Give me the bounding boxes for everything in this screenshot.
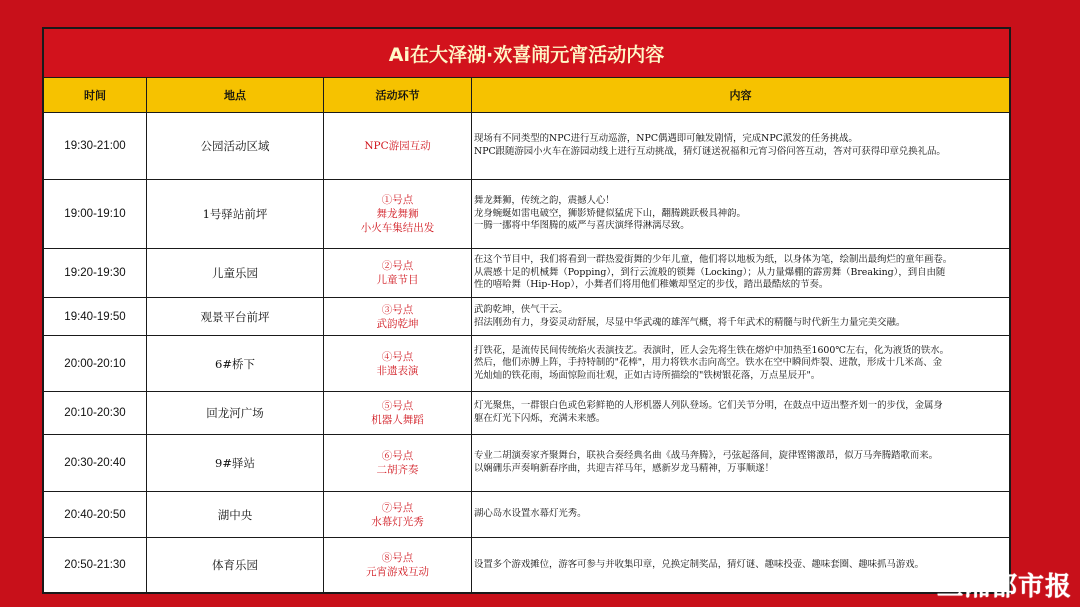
- cell-activity: [324, 113, 472, 180]
- content-line: 然后，他们赤膊上阵，手持特制的"花棒"，用力将铁水击向高空。铁水在空中瞬间炸裂、迸散，形成十几米高、金: [474, 357, 943, 369]
- cell-time: 20:10-20:30: [44, 392, 147, 435]
- cell-activity: [324, 180, 472, 249]
- activity-line: 舞龙舞狮: [376, 208, 419, 220]
- cell-place: 观景平台前坪: [147, 298, 324, 336]
- cell-place: 湖中央: [147, 492, 324, 538]
- content-line: 光灿灿的铁花雨，场面惊险而壮观，正如古诗所描绘的"铁树银花落，万点星辰开"。: [474, 369, 821, 381]
- cell-activity: [324, 392, 472, 435]
- content-line: 一腾一挪将中华图腾的威严与喜庆演绎得淋漓尽致。: [474, 220, 690, 232]
- cell-activity: [324, 298, 472, 336]
- table-row: [44, 492, 1010, 538]
- cell-place: 儿童乐园: [147, 249, 324, 298]
- table-row: [44, 113, 1010, 180]
- activity-line: ⑧号点: [381, 552, 414, 564]
- content-line: 龙身蜿蜒如雷电破空，狮影矫健似猛虎下山，翻腾跳跃极具神韵。: [474, 207, 746, 219]
- table-row: [44, 298, 1010, 336]
- content-line: 武韵乾坤，侠气干云。: [474, 303, 568, 315]
- activity-line: 武韵乾坤: [376, 317, 419, 330]
- table-row: [44, 538, 1010, 593]
- cell-activity: [324, 492, 472, 538]
- activity-line: ④号点: [381, 350, 414, 363]
- content-line: 专业二胡演奏家齐聚舞台，联袂合奏经典名曲《战马奔腾》，弓弦起落间，旋律铿锵激昂，似万马奔腾踏歌而来。: [474, 450, 939, 462]
- activity-line: 二胡齐奏: [376, 464, 419, 476]
- activity-line: 非遗表演: [376, 364, 419, 377]
- activity-line: 小火车集结出发: [360, 222, 435, 234]
- cell-activity: [324, 435, 472, 492]
- page-title: Ai在大泽湖·欢喜闹元宵活动内容: [44, 29, 1010, 78]
- cell-time: 19:00-19:10: [44, 180, 147, 249]
- cell-content: [472, 298, 1010, 336]
- header-content: 内容: [472, 78, 1010, 113]
- cell-place: 6#桥下: [147, 336, 324, 392]
- activity-line: ②号点: [381, 260, 414, 272]
- activity-line: 水幕灯光秀: [371, 515, 424, 528]
- activity-line: NPC游园互动: [364, 140, 431, 152]
- table-row: [44, 249, 1010, 298]
- cell-content: [472, 492, 1010, 538]
- content-line: 以娴硎乐声奏响新春序曲，共迎吉祥马年，感新岁龙马精神，万事顺遂！: [474, 463, 775, 474]
- cell-time: 19:40-19:50: [44, 298, 147, 336]
- cell-time: 19:30-21:00: [44, 113, 147, 180]
- content-line: 舞龙舞狮，传统之韵，震撼人心！: [474, 195, 615, 207]
- content-line: NPC跟随游园小火车在游园动线上进行互动挑战，猜灯谜送祝福和元宵习俗问答互动，答对可获得印章兑换礼品。: [474, 146, 946, 157]
- activity-line: ③号点: [381, 303, 414, 316]
- cell-content: [472, 249, 1010, 298]
- schedule-table: [43, 28, 1010, 593]
- schedule-rows: [44, 113, 1010, 593]
- cell-place: 回龙河广场: [147, 392, 324, 435]
- header-time: 时间: [44, 78, 147, 113]
- cell-content: [472, 336, 1010, 392]
- header-place: 地点: [147, 78, 324, 113]
- activity-line: 儿童节目: [376, 274, 419, 286]
- cell-activity: [324, 538, 472, 593]
- content-line: 湖心岛水设置水幕灯光秀。: [474, 508, 587, 520]
- activity-line: 机器人舞蹈: [371, 414, 424, 426]
- activity-line: ①号点: [381, 194, 414, 206]
- cell-place: 体育乐园: [147, 538, 324, 593]
- table-row: [44, 180, 1010, 249]
- activity-line: ⑤号点: [381, 400, 414, 412]
- activity-line: 元宵游戏互动: [366, 566, 429, 578]
- activity-line: ⑦号点: [381, 501, 414, 514]
- cell-content: [472, 538, 1010, 593]
- table-row: [44, 435, 1010, 492]
- cell-place: 公园活动区域: [147, 113, 324, 180]
- cell-place: 9#驿站: [147, 435, 324, 492]
- schedule-sheet: [42, 27, 1011, 594]
- content-line: 从震感十足的机械舞（Popping），到行云流般的锁舞（Locking）；从力量爆棚的霹雳舞（Breaking），到自由随: [474, 266, 946, 278]
- cell-time: 19:20-19:30: [44, 249, 147, 298]
- cell-time: 20:40-20:50: [44, 492, 147, 538]
- table-row: [44, 392, 1010, 435]
- content-line: 招法刚劲有力，身姿灵动舒展，尽显中华武魂的雄浑气概，将千年武术的精髓与时代新生力量完美交融。: [474, 316, 906, 328]
- activity-line: ⑥号点: [381, 450, 414, 462]
- cell-time: 20:50-21:30: [44, 538, 147, 593]
- content-line: 躯在灯光下闪烁，充满未来感。: [474, 413, 606, 424]
- header-activity: 活动环节: [324, 78, 472, 113]
- cell-time: 20:00-20:10: [44, 336, 147, 392]
- newspaper-watermark: 三湘都市报: [936, 572, 1072, 602]
- cell-activity: [324, 336, 472, 392]
- cell-time: 20:30-20:40: [44, 435, 147, 492]
- cell-place: 1号驿站前坪: [147, 180, 324, 249]
- content-line: 在这个节目中，我们将看到一群热爱街舞的少年儿童，他们将以地板为纸，以身体为笔，绘制出最绚烂的童年画卷。: [474, 254, 953, 266]
- content-line: 设置多个游戏摊位，游客可参与并收集印章，兑换定制奖品，猜灯谜、趣味投壶、趣味套圈、趣味抓马游戏。: [474, 558, 925, 570]
- content-line: 打铁花，是流传民间传统焰火表演技艺。表演时，匠人会先将生铁在熔炉中加热至1600℃左右，化为液货的铁水。: [474, 344, 949, 356]
- table-row: [44, 336, 1010, 392]
- cell-content: [472, 180, 1010, 249]
- cell-activity: [324, 249, 472, 298]
- cell-content: [472, 113, 1010, 180]
- cell-content: [472, 435, 1010, 492]
- content-line: 现场有不同类型的NPC进行互动巡游，NPC偶遇即可触发剧情，完成NPC派发的任务挑战。: [474, 133, 858, 145]
- cell-content: [472, 392, 1010, 435]
- content-line: 灯光聚焦，一群银白色或色彩鲜艳的人形机器人列队登场。它们关节分明，在鼓点中迈出整齐划一的步伐，金属身: [474, 400, 943, 412]
- content-line: 性的嘻哈舞（Hip-Hop），小舞者们将用他们稚嫩却坚定的步伐，踏出最酷炫的节奏。: [474, 279, 829, 291]
